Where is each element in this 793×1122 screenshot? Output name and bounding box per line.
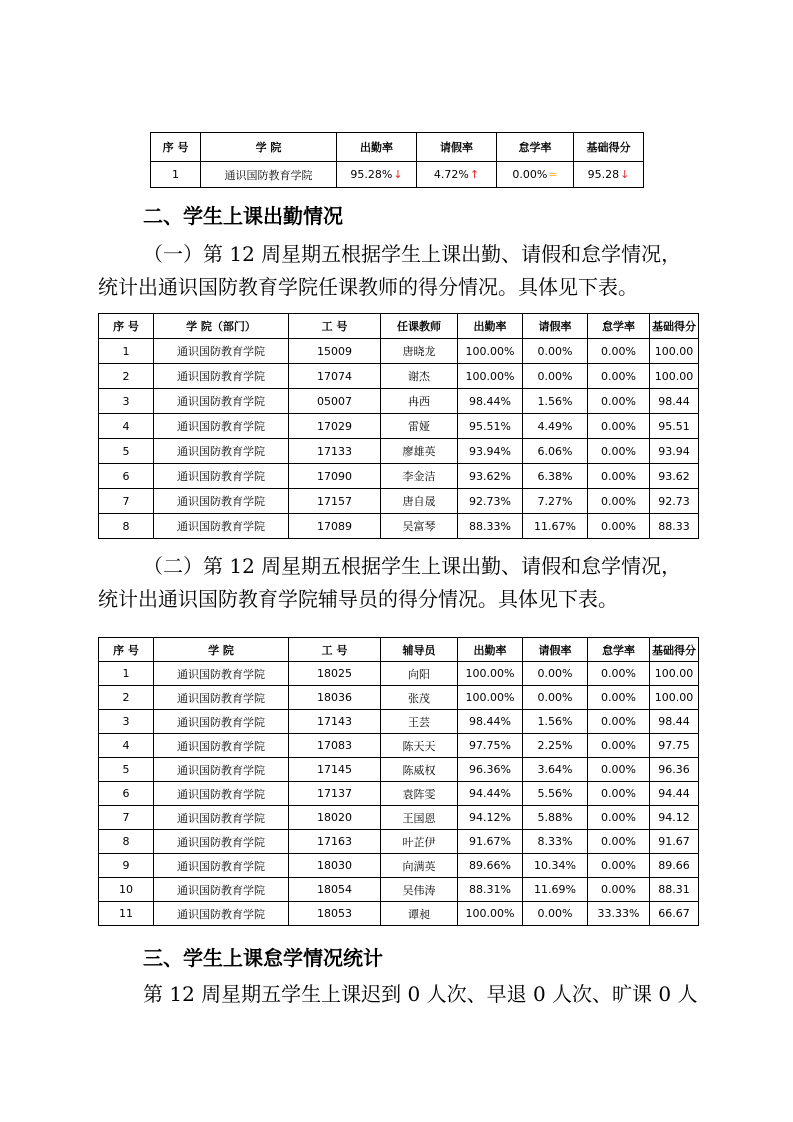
truancy-rate: 0.00%: [588, 878, 650, 902]
truancy-rate: 0.00%: [588, 389, 650, 414]
attendance-value: 95.28%: [350, 168, 393, 181]
base-score: 89.66: [650, 854, 699, 878]
row-number: 4: [99, 734, 154, 758]
college-summary-table: [150, 132, 644, 188]
table-row: [99, 854, 699, 878]
row-number: 8: [99, 514, 154, 539]
base-score: 93.94: [650, 439, 699, 464]
base-score: 100.00: [650, 339, 699, 364]
college-name: 通识国防教育学院: [154, 389, 289, 414]
college-name: 通识国防教育学院: [154, 414, 289, 439]
base-score: 94.12: [650, 806, 699, 830]
truancy-rate: 0.00%: [588, 464, 650, 489]
staff-name: 叶芷伊: [381, 830, 458, 854]
table-row: [99, 686, 699, 710]
table-row: [99, 902, 699, 926]
staff-id: 17133: [289, 439, 381, 464]
table-row: [99, 339, 699, 364]
equal-icon: =: [548, 168, 558, 181]
section3-heading: 三、学生上课怠学情况统计: [143, 946, 383, 970]
header-cell: 任课教师: [381, 314, 458, 339]
row-number: 2: [99, 686, 154, 710]
leave-rate: 8.33%: [523, 830, 588, 854]
leave-rate: 0.00%: [523, 364, 588, 389]
truancy-rate: 0.00%: [588, 662, 650, 686]
college-name: 通识国防教育学院: [154, 364, 289, 389]
section2-heading: 二、学生上课出勤情况: [143, 204, 343, 228]
staff-name: 唐晓龙: [381, 339, 458, 364]
base-score: 95.51: [650, 414, 699, 439]
header-cell: 怠学率: [497, 133, 574, 162]
score-cell: [574, 162, 644, 188]
row-number: 2: [99, 364, 154, 389]
leave-value: 4.72%: [433, 168, 469, 181]
attendance-rate: 96.36%: [458, 758, 523, 782]
college-name: 通识国防教育学院: [154, 514, 289, 539]
college-name: 通识国防教育学院: [154, 782, 289, 806]
staff-name: 谢杰: [381, 364, 458, 389]
table-row: [99, 489, 699, 514]
section2-paragraph2: [98, 550, 698, 616]
header-cell: 基础得分: [574, 133, 644, 162]
truancy-rate: 0.00%: [588, 854, 650, 878]
attendance-rate: 95.51%: [458, 414, 523, 439]
table-header-row: [99, 638, 699, 662]
staff-name: 李金洁: [381, 464, 458, 489]
row-number: 1: [99, 662, 154, 686]
paragraph-line: （一）第 12 周星期五根据学生上课出勤、请假和怠学情况，: [143, 242, 682, 266]
college-name: 通识国防教育学院: [154, 734, 289, 758]
college-name: 通识国防教育学院: [154, 830, 289, 854]
staff-name: 唐自晟: [381, 489, 458, 514]
leave-rate: 10.34%: [523, 854, 588, 878]
base-score: 88.31: [650, 878, 699, 902]
college-name: 通识国防教育学院: [154, 686, 289, 710]
college-name: 通识国防教育学院: [154, 902, 289, 926]
table-row: [99, 734, 699, 758]
row-number: 8: [99, 830, 154, 854]
staff-id: 17137: [289, 782, 381, 806]
base-score: 100.00: [650, 364, 699, 389]
row-number: 1: [99, 339, 154, 364]
truancy-rate: 0.00%: [588, 414, 650, 439]
staff-name: 向满英: [381, 854, 458, 878]
truancy-value: 0.00%: [512, 168, 548, 181]
row-number: 7: [99, 489, 154, 514]
base-score: 92.73: [650, 489, 699, 514]
college-name: 通识国防教育学院: [154, 878, 289, 902]
row-number: 6: [99, 464, 154, 489]
attendance-rate: 88.33%: [458, 514, 523, 539]
arrow-down-icon: ↓: [620, 168, 630, 181]
table-row: [99, 878, 699, 902]
leave-rate: 11.67%: [523, 514, 588, 539]
staff-id: 17143: [289, 710, 381, 734]
base-score: 91.67: [650, 830, 699, 854]
attendance-rate: 93.62%: [458, 464, 523, 489]
attendance-rate: 100.00%: [458, 662, 523, 686]
staff-id: 17157: [289, 489, 381, 514]
base-score: 88.33: [650, 514, 699, 539]
truancy-rate: 0.00%: [588, 364, 650, 389]
row-number: 1: [151, 162, 201, 188]
leave-rate: 0.00%: [523, 339, 588, 364]
row-number: 6: [99, 782, 154, 806]
table-header-row: [151, 133, 644, 162]
row-number: 7: [99, 806, 154, 830]
header-cell: 怠学率: [588, 638, 650, 662]
header-cell: 出勤率: [337, 133, 417, 162]
staff-id: 18020: [289, 806, 381, 830]
attendance-rate: 100.00%: [458, 902, 523, 926]
leave-rate: 5.56%: [523, 782, 588, 806]
header-cell: 请假率: [417, 133, 497, 162]
leave-rate: 3.64%: [523, 758, 588, 782]
staff-name: 向阳: [381, 662, 458, 686]
leave-rate: 1.56%: [523, 710, 588, 734]
staff-id: 18036: [289, 686, 381, 710]
attendance-rate: 92.73%: [458, 489, 523, 514]
header-cell: 请假率: [523, 314, 588, 339]
header-cell: 请假率: [523, 638, 588, 662]
header-cell: 怠学率: [588, 314, 650, 339]
row-number: 10: [99, 878, 154, 902]
base-score: 97.75: [650, 734, 699, 758]
header-cell: 辅导员: [381, 638, 458, 662]
leave-rate: 6.38%: [523, 464, 588, 489]
truancy-rate: 0.00%: [588, 339, 650, 364]
table-row: [99, 414, 699, 439]
table-row: [99, 514, 699, 539]
truancy-rate: 0.00%: [588, 734, 650, 758]
header-cell: 学 院: [154, 638, 289, 662]
staff-id: 17163: [289, 830, 381, 854]
header-cell: 出勤率: [458, 314, 523, 339]
header-cell: 出勤率: [458, 638, 523, 662]
table-row: [99, 439, 699, 464]
row-number: 5: [99, 758, 154, 782]
header-cell: 序 号: [151, 133, 201, 162]
header-cell: 学 院（部门）: [154, 314, 289, 339]
staff-id: 17074: [289, 364, 381, 389]
attendance-rate: 94.44%: [458, 782, 523, 806]
leave-rate: 5.88%: [523, 806, 588, 830]
truancy-rate: 0.00%: [588, 439, 650, 464]
truancy-rate: 0.00%: [588, 782, 650, 806]
college-name: 通识国防教育学院: [154, 806, 289, 830]
table-row: [151, 162, 644, 188]
arrow-up-icon: ↑: [469, 168, 480, 181]
header-cell: 序 号: [99, 638, 154, 662]
college-name: 通识国防教育学院: [154, 339, 289, 364]
truancy-rate: 33.33%: [588, 902, 650, 926]
truancy-cell: [497, 162, 574, 188]
staff-name: 廖雄英: [381, 439, 458, 464]
base-score: 93.62: [650, 464, 699, 489]
table-row: [99, 758, 699, 782]
header-cell: 学 院: [201, 133, 337, 162]
paragraph-line: 统计出通识国防教育学院任课教师的得分情况。具体见下表。: [98, 275, 638, 299]
table-row: [99, 389, 699, 414]
table-row: [99, 662, 699, 686]
truancy-rate: 0.00%: [588, 710, 650, 734]
leave-rate: 2.25%: [523, 734, 588, 758]
leave-rate: 0.00%: [523, 686, 588, 710]
attendance-rate: 93.94%: [458, 439, 523, 464]
college-name: 通识国防教育学院: [154, 464, 289, 489]
attendance-rate: 100.00%: [458, 364, 523, 389]
staff-name: 王芸: [381, 710, 458, 734]
staff-id: 17089: [289, 514, 381, 539]
base-score: 66.67: [650, 902, 699, 926]
college-name: 通识国防教育学院: [154, 489, 289, 514]
staff-name: 雷娅: [381, 414, 458, 439]
college-name: 通识国防教育学院: [154, 758, 289, 782]
truancy-rate: 0.00%: [588, 489, 650, 514]
base-score: 100.00: [650, 686, 699, 710]
attendance-rate: 94.12%: [458, 806, 523, 830]
table-row: [99, 830, 699, 854]
truancy-rate: 0.00%: [588, 806, 650, 830]
row-number: 3: [99, 710, 154, 734]
attendance-rate: 100.00%: [458, 686, 523, 710]
header-cell: 基础得分: [650, 638, 699, 662]
base-score: 98.44: [650, 389, 699, 414]
attendance-rate: 91.67%: [458, 830, 523, 854]
base-score: 98.44: [650, 710, 699, 734]
row-number: 4: [99, 414, 154, 439]
table-row: [99, 710, 699, 734]
attendance-rate: 100.00%: [458, 339, 523, 364]
row-number: 9: [99, 854, 154, 878]
staff-id: 18053: [289, 902, 381, 926]
header-cell: 序 号: [99, 314, 154, 339]
college-name: 通识国防教育学院: [154, 710, 289, 734]
base-score: 94.44: [650, 782, 699, 806]
staff-id: 18054: [289, 878, 381, 902]
college-name: 通识国防教育学院: [154, 439, 289, 464]
table-row: [99, 364, 699, 389]
leave-rate: 7.27%: [523, 489, 588, 514]
staff-id: 17090: [289, 464, 381, 489]
staff-name: 吴伟涛: [381, 878, 458, 902]
base-score: 100.00: [650, 662, 699, 686]
paragraph-line: 第 12 周星期五学生上课迟到 0 人次、早退 0 人次、旷课 0 人: [143, 982, 698, 1006]
leave-cell: [417, 162, 497, 188]
leave-rate: 4.49%: [523, 414, 588, 439]
header-cell: 基础得分: [650, 314, 699, 339]
staff-id: 17029: [289, 414, 381, 439]
paragraph-line: 统计出通识国防教育学院辅导员的得分情况。具体见下表。: [98, 587, 618, 611]
leave-rate: 1.56%: [523, 389, 588, 414]
staff-name: 袁阵雯: [381, 782, 458, 806]
truancy-rate: 0.00%: [588, 830, 650, 854]
arrow-down-icon: ↓: [393, 168, 403, 181]
table-header-row: [99, 314, 699, 339]
teacher-score-table: [98, 313, 699, 539]
truancy-rate: 0.00%: [588, 686, 650, 710]
attendance-rate: 88.31%: [458, 878, 523, 902]
staff-name: 王国恩: [381, 806, 458, 830]
staff-name: 张茂: [381, 686, 458, 710]
staff-name: 谭昶: [381, 902, 458, 926]
table-row: [99, 806, 699, 830]
leave-rate: 0.00%: [523, 662, 588, 686]
staff-name: 冉西: [381, 389, 458, 414]
leave-rate: 0.00%: [523, 902, 588, 926]
paragraph-line: （二）第 12 周星期五根据学生上课出勤、请假和怠学情况，: [143, 554, 682, 578]
attendance-rate: 89.66%: [458, 854, 523, 878]
section3-paragraph: [98, 978, 698, 1011]
attendance-rate: 97.75%: [458, 734, 523, 758]
college-name: 通识国防教育学院: [154, 662, 289, 686]
college-name: 通识国防教育学院: [201, 162, 337, 188]
section2-paragraph1: [98, 238, 698, 304]
header-cell: 工 号: [289, 638, 381, 662]
staff-name: 陈天天: [381, 734, 458, 758]
staff-name: 吴富琴: [381, 514, 458, 539]
leave-rate: 11.69%: [523, 878, 588, 902]
table-row: [99, 782, 699, 806]
staff-id: 05007: [289, 389, 381, 414]
staff-id: 17083: [289, 734, 381, 758]
staff-id: 15009: [289, 339, 381, 364]
attendance-rate: 98.44%: [458, 710, 523, 734]
staff-id: 18030: [289, 854, 381, 878]
table-row: [99, 464, 699, 489]
attendance-rate: 98.44%: [458, 389, 523, 414]
base-score: 96.36: [650, 758, 699, 782]
row-number: 5: [99, 439, 154, 464]
header-cell: 工 号: [289, 314, 381, 339]
staff-name: 陈威权: [381, 758, 458, 782]
truancy-rate: 0.00%: [588, 514, 650, 539]
row-number: 3: [99, 389, 154, 414]
truancy-rate: 0.00%: [588, 758, 650, 782]
staff-id: 17145: [289, 758, 381, 782]
counselor-score-table: [98, 637, 699, 926]
attendance-cell: [337, 162, 417, 188]
college-name: 通识国防教育学院: [154, 854, 289, 878]
leave-rate: 6.06%: [523, 439, 588, 464]
score-value: 95.28: [587, 168, 620, 181]
row-number: 11: [99, 902, 154, 926]
staff-id: 18025: [289, 662, 381, 686]
